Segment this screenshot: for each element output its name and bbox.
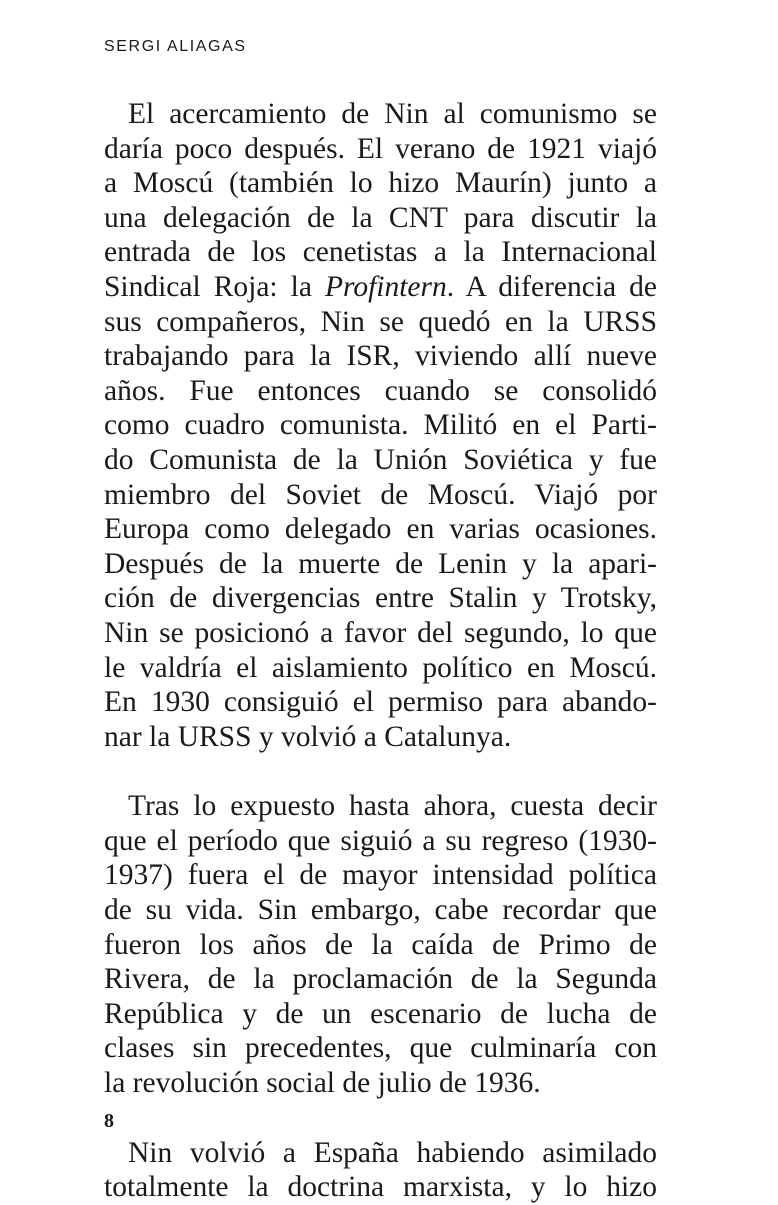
- paragraph-gap: [104, 754, 657, 789]
- text-line: la revolución social de julio de 1936.: [104, 1067, 541, 1100]
- text-line: sus compañeros, Nin se quedó en la URSS: [104, 305, 657, 338]
- text-line: En 1930 consiguió el permiso para abando-: [104, 686, 657, 719]
- text-line: entrada de los cenetistas a la Internacional: [104, 236, 657, 269]
- paragraph-1: [104, 97, 657, 754]
- paragraph-gap: [104, 1101, 657, 1136]
- text-line: que el período que siguió a su regreso (1930-: [104, 824, 657, 857]
- text-line: trabajando para la ISR, viviendo allí nueve: [104, 340, 657, 373]
- text-line: 1937) fuera el de mayor intensidad política: [104, 859, 657, 892]
- text-segment: . A diferencia de: [446, 270, 657, 303]
- text-line: le valdría el aislamiento político en Moscú.: [104, 651, 657, 684]
- text-line: Nin volvió a España habiendo asimilado: [128, 1136, 657, 1169]
- text-line: una delegación de la CNT para discutir la: [104, 201, 657, 234]
- body-text: [104, 97, 657, 1205]
- text-segment: Sindical Roja: la: [104, 270, 325, 303]
- text-line: nar la URSS y volvió a Catalunya.: [104, 720, 512, 753]
- text-line: totalmente la doctrina marxista, y lo hizo: [104, 1171, 657, 1204]
- text-line: de su vida. Sin embargo, cabe recordar que: [104, 894, 657, 927]
- text-line: miembro del Soviet de Moscú. Viajó por: [104, 478, 657, 511]
- text-line: a Moscú (también lo hizo Maurín) junto a: [104, 167, 657, 200]
- running-head: SERGI ALIAGAS: [104, 38, 247, 55]
- paragraph-2: [104, 789, 657, 1100]
- text-line: Rivera, de la proclamación de la Segunda: [104, 963, 657, 996]
- text-line: Nin se posicionó a favor del segundo, lo que: [104, 616, 657, 649]
- text-line: El acercamiento de Nin al comunismo se: [128, 98, 657, 130]
- text-line-with-italic: [104, 270, 657, 305]
- text-line: daría poco después. El verano de 1921 viajó: [104, 132, 657, 165]
- italic-term: Profintern: [324, 270, 447, 303]
- text-line: Después de la muerte de Lenin y la apari-: [104, 547, 657, 580]
- text-line: fueron los años de la caída de Primo de: [104, 928, 657, 961]
- page-number: 8: [104, 1110, 114, 1132]
- text-line: años. Fue entonces cuando se consolidó: [104, 374, 657, 407]
- text-line: clases sin precedentes, que culminaría con: [104, 1032, 657, 1065]
- text-line: Europa como delegado en varias ocasiones.: [104, 513, 657, 546]
- text-line: do Comunista de la Unión Soviética y fue: [104, 443, 657, 476]
- paragraph-3: [104, 1136, 657, 1205]
- text-line: República y de un escenario de lucha de: [104, 997, 657, 1030]
- text-line: como cuadro comunista. Militó en el Parti-: [104, 409, 657, 442]
- text-line: ción de divergencias entre Stalin y Trotsky,: [104, 582, 657, 615]
- text-line: Tras lo expuesto hasta ahora, cuesta decir: [128, 790, 657, 823]
